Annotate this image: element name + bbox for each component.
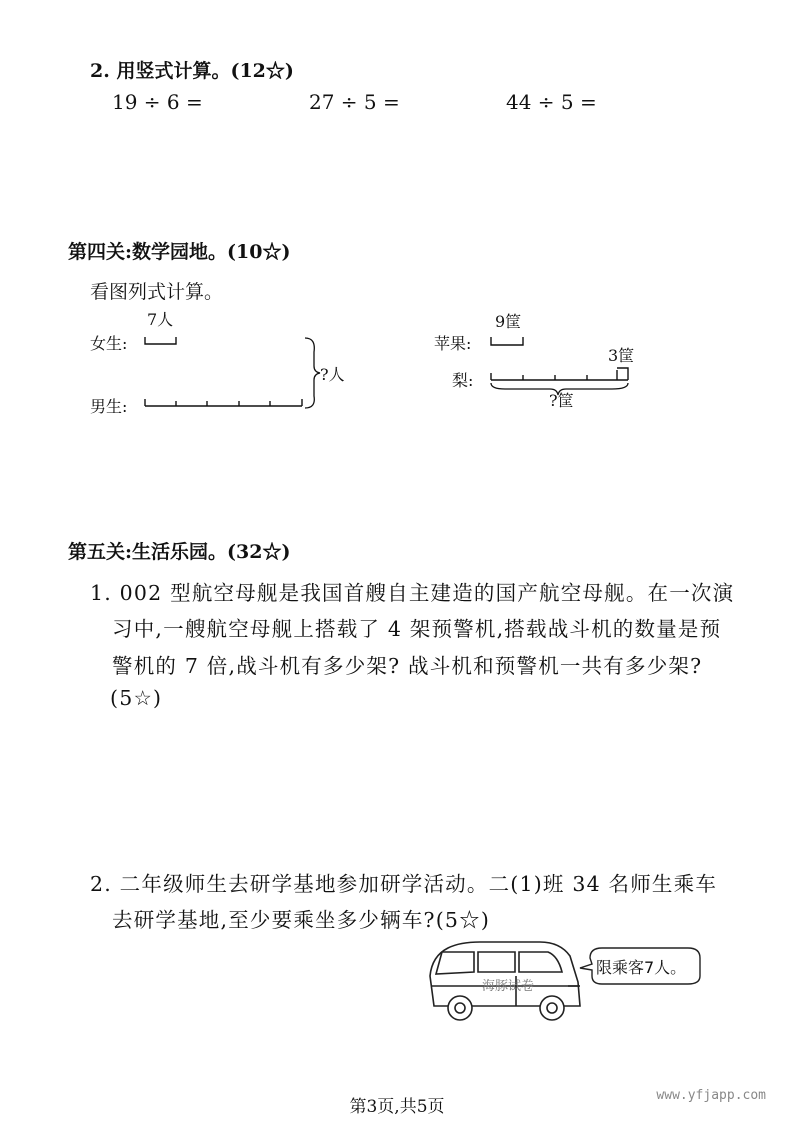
pear-segment — [491, 368, 628, 380]
van-illustration — [420, 936, 720, 1028]
watermark: www.yfjapp.com — [656, 1088, 766, 1103]
expression-2: 27 ÷ 5 = — [309, 90, 400, 114]
bubble-text: 限乘客7人。 — [596, 958, 687, 977]
expression-1: 19 ÷ 6 = — [112, 90, 203, 114]
problem2-line1: 2. 二年级师生去研学基地参加研学活动。二(1)班 34 名师生乘车 — [90, 872, 718, 896]
problem1-line1: 1. 002 型航空母舰是我国首艘自主建造的国产航空母舰。在一次演 — [90, 581, 735, 605]
total-baskets-label: ?筐 — [549, 391, 574, 410]
problem1-line4: (5☆) — [110, 686, 163, 710]
apple-value: 9筐 — [495, 312, 522, 331]
q2-title: 2. 用竖式计算。(12☆) — [90, 60, 294, 82]
problem2-line2: 去研学基地,至少要乘坐多少辆车?(5☆) — [112, 908, 491, 932]
expression-3: 44 ÷ 5 = — [506, 90, 597, 114]
problem1-line3: 警机的 7 倍,战斗机有多少架? 战斗机和预警机一共有多少架? — [112, 654, 703, 678]
apple-segment — [491, 337, 523, 345]
problem1-line2: 习中,一艘航空母舰上搭载了 4 架预警机,搭载战斗机的数量是预 — [112, 617, 722, 641]
boys-label: 男生: — [90, 397, 128, 416]
section4-title: 第四关:数学园地。(10☆) — [68, 241, 291, 263]
section4-instruction: 看图列式计算。 — [90, 281, 224, 303]
apple-label: 苹果: — [434, 334, 472, 353]
total-people-label: ?人 — [320, 365, 345, 384]
pear-label: 梨: — [452, 371, 474, 390]
page-number: 第3页,共5页 — [349, 1097, 445, 1117]
section5-title: 第五关:生活乐园。(32☆) — [68, 541, 291, 563]
girls-value: 7人 — [147, 310, 174, 329]
girls-label: 女生: — [90, 334, 128, 353]
van-text: 海豚试卷 — [482, 978, 535, 993]
bottom-brace — [491, 383, 628, 395]
extra-value: 3筐 — [608, 346, 635, 365]
